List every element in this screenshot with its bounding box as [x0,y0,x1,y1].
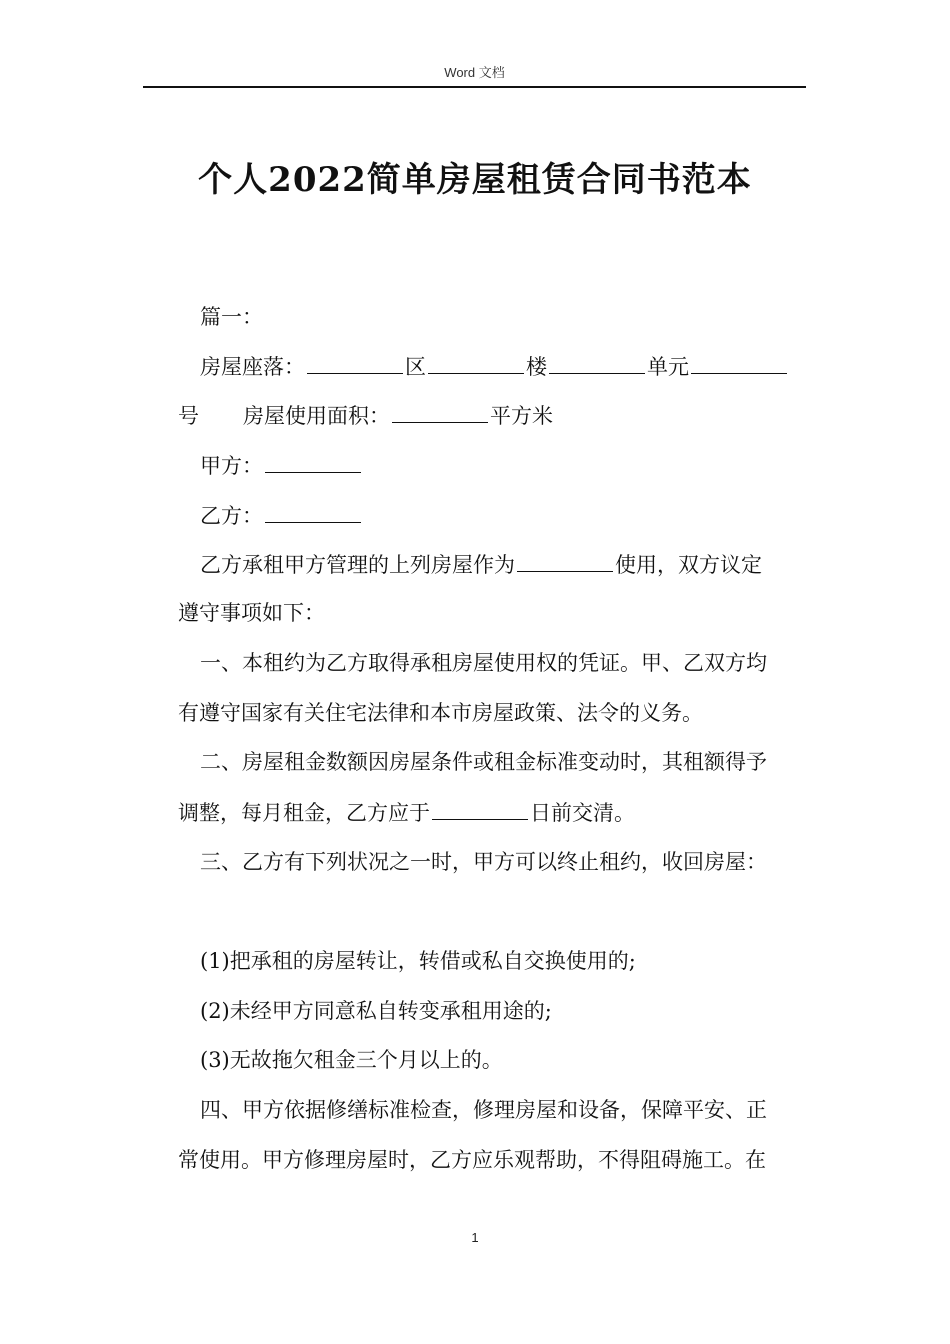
list-item: (3)无故拖欠租金三个月以上的。 [200,1048,503,1072]
building-blank [428,351,524,374]
usage-blank [517,549,613,572]
clause1-line-2: 有遵守国家有关住宅法律和本市房屋政策、法令的义务。 [178,701,703,725]
party-a-blank [265,450,361,473]
number-label: 号 [178,404,199,428]
clause1-line-1: 一、本租约为乙方取得承租房屋使用权的凭证。甲、乙双方均 [200,651,767,675]
area-line [178,400,808,431]
clause4-line-1: 四、甲方依据修缮标准检查，修理房屋和设备，保障平安、正 [200,1098,767,1122]
party-b-blank [265,500,361,523]
district-label: 区 [405,355,426,379]
page-number: 1 [471,1230,479,1245]
unit-label: 单元 [647,355,689,379]
clause2-line-1: 二、房屋租金数额因房屋条件或租金标准变动时，其租额得予 [200,750,767,774]
number-blank [691,351,787,374]
address-line [200,351,830,382]
area-blank [392,400,488,423]
list-item: (1)把承租的房屋转让，转借或私自交换使用的; [200,949,636,973]
district-blank [307,351,403,374]
clause2-text-b: 日前交清。 [530,801,635,825]
party-a-line [200,450,830,481]
address-prefix: 房屋座落： [200,355,305,379]
usage-line-1 [200,549,830,580]
party-b-label: 乙方： [200,504,263,528]
area-label: 房屋使用面积： [243,404,390,428]
party-a-label: 甲方： [200,454,263,478]
clause2-text-a: 调整，每月租金，乙方应于 [178,801,430,825]
usage-text-2: 使用，双方议定 [615,553,762,577]
usage-line-2: 遵守事项如下： [178,601,325,625]
unit-blank [549,351,645,374]
party-b-line [200,500,830,531]
clause2-line-2 [178,797,808,828]
list-item: (2)未经甲方同意私自转变承租用途的; [200,999,552,1023]
building-label: 楼 [526,355,547,379]
usage-text-1: 乙方承租甲方管理的上列房屋作为 [200,553,515,577]
document-title: 个人2022简单房屋租赁合同书范本 [198,160,752,200]
rent-day-blank [432,797,528,820]
page-header: Word 文档 [444,65,505,80]
section-label: 篇一： [200,305,263,329]
clause3-line-1: 三、乙方有下列状况之一时，甲方可以终止租约，收回房屋： [200,850,767,874]
header-rule [143,86,806,88]
clause4-line-2: 常使用。甲方修理房屋时，乙方应乐观帮助，不得阻碍施工。在 [178,1148,766,1172]
area-unit: 平方米 [490,404,553,428]
